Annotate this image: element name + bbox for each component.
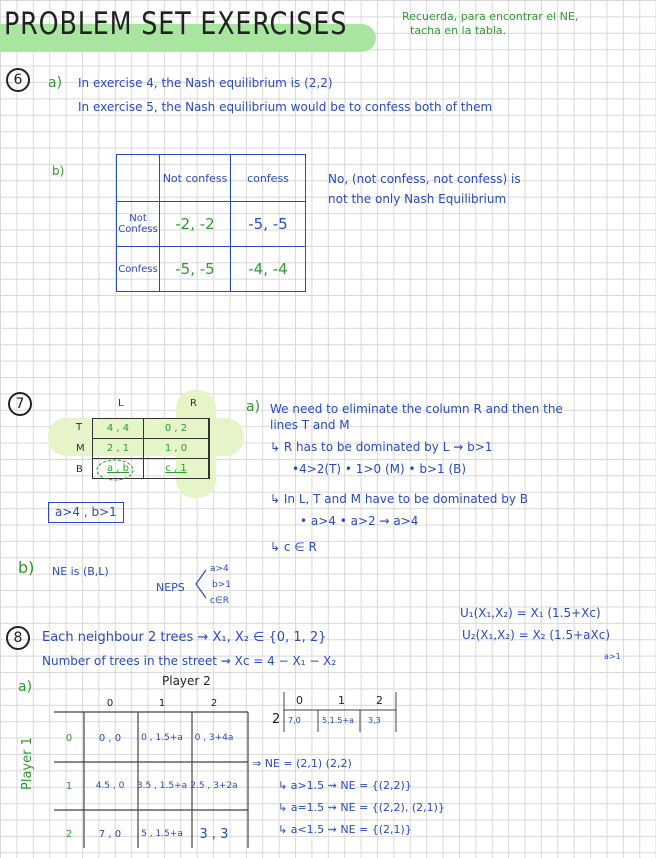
ex8-cell-1-1: 3.5 , 1.5+a bbox=[136, 781, 188, 791]
small-col-1: 1 bbox=[338, 694, 345, 707]
ex7-a-line2: lines T and M bbox=[270, 418, 350, 432]
ex8-col-1: 1 bbox=[158, 697, 166, 709]
ex7-b-label: b) bbox=[18, 558, 35, 577]
ex8-cell-2-2: 3 , 3 bbox=[199, 826, 229, 842]
ex7-row-T: T bbox=[76, 422, 83, 433]
ex8-ne-line: ⇒ NE = (2,1) (2,2) bbox=[252, 757, 352, 770]
col-header-not-confess: Not confess bbox=[160, 155, 231, 202]
ex8-line2: Number of trees in the street ⇝ Xc = 4 − X₁ − X₂ bbox=[42, 654, 337, 668]
small-cell-0: 7,0 bbox=[288, 716, 301, 725]
small-col-2: 2 bbox=[376, 694, 383, 707]
ex7-a-line4: •4>2(T) • 1>0 (M) • b>1 (B) bbox=[292, 462, 467, 476]
page-title: PROBLEM SET EXERCISES bbox=[4, 6, 348, 42]
ex8-cell-0-0: 0 , 0 bbox=[98, 732, 122, 744]
neps-cond-2: b>1 bbox=[212, 580, 231, 590]
cell-nc-c: -5, -5 bbox=[231, 202, 306, 247]
small-col-0: 0 bbox=[296, 694, 303, 707]
row-header-confess: Confess bbox=[117, 247, 160, 292]
col-header-confess: confess bbox=[231, 155, 306, 202]
small-cell-2: 3,3 bbox=[368, 716, 381, 725]
ex8-case2: ↳ a=1.5 ⇝ NE = {(2,2), (2,1)} bbox=[278, 801, 445, 814]
small-cell-1: 5,1.5+a bbox=[322, 716, 354, 725]
matrix-corner bbox=[117, 155, 160, 202]
ex7-row-M: M bbox=[76, 443, 85, 454]
row-header-not-confess: Not Confess bbox=[117, 202, 160, 247]
ex7-cell-B-L: a , b bbox=[93, 459, 144, 479]
player1-label: Player 1 bbox=[20, 737, 35, 790]
ex6-a-line1: In exercise 4, the Nash equilibrium is (2,2) bbox=[78, 76, 333, 90]
ex8-row-1: 1 bbox=[65, 780, 73, 792]
ex8-payoff-matrix bbox=[54, 692, 240, 858]
ex7-cell-T-L: 4 , 4 bbox=[93, 419, 144, 439]
ex8-u1: U₁(X₁,X₂) = X₁ (1.5+Xc) bbox=[460, 606, 601, 620]
ex8-case3: ↳ a<1.5 ⇝ NE = {(2,1)} bbox=[278, 823, 412, 836]
ex8-col-2: 2 bbox=[210, 697, 218, 709]
ex8-cell-2-0: 7 , 0 bbox=[98, 828, 122, 840]
ex8-row-2: 2 bbox=[65, 828, 73, 840]
ex8-cell-0-1: 0 , 1.5+a bbox=[141, 733, 183, 743]
cell-c-nc: -5, -5 bbox=[160, 247, 231, 292]
ex8-case1: ↳ a>1.5 ⇝ NE = {(2,2)} bbox=[278, 779, 412, 792]
ex7-cell-M-R: 1 , 0 bbox=[144, 439, 209, 459]
cell-nc-nc: -2, -2 bbox=[160, 202, 231, 247]
ex7-boxed-condition: a>4 , b>1 bbox=[48, 502, 124, 523]
ex7-a-line3: ↳ R has to be dominated by L ⇝ b>1 bbox=[270, 440, 493, 454]
ex7-col-L: L bbox=[118, 398, 124, 409]
ex7-payoff-matrix bbox=[92, 418, 210, 479]
ex8-cell-1-0: 4.5 , 0 bbox=[95, 781, 125, 791]
ex8-u2: U₂(X₁,X₂) = X₂ (1.5+aXc) bbox=[462, 628, 611, 642]
ex6-payoff-matrix bbox=[116, 154, 306, 292]
ex8-cell-0-2: 0 , 3+4a bbox=[194, 733, 234, 743]
ex8-cell-1-2: 2.5 , 3+2a bbox=[190, 781, 238, 791]
ex8-line1: Each neighbour 2 trees ⇝ X₁, X₂ ∈ {0, 1, 2} bbox=[42, 630, 327, 645]
ex6-a-line2: In exercise 5, the Nash equilibrium would be to confess both of them bbox=[78, 100, 493, 114]
ex8-u2-note: a>1 bbox=[604, 652, 621, 661]
ex7-row-B: B bbox=[76, 464, 83, 475]
ex7-a-label: a) bbox=[246, 399, 261, 415]
neps-cond-1: a>4 bbox=[210, 564, 229, 574]
ex7-cell-B-R: c , 1 bbox=[144, 459, 209, 479]
ex8-a-label: a) bbox=[18, 679, 33, 695]
ex6-comment-line1: No, (not confess, not confess) is bbox=[328, 172, 521, 186]
ex7-a-line5: ↳ In L, T and M have to be dominated by B bbox=[270, 492, 529, 506]
player2-label: Player 2 bbox=[162, 674, 211, 688]
ex7-col-R: R bbox=[190, 398, 197, 409]
cell-c-c: -4, -4 bbox=[231, 247, 306, 292]
neps-brace bbox=[196, 570, 206, 598]
ex8-cell-2-1: 5 , 1.5+a bbox=[141, 829, 183, 839]
neps-label: NEPS bbox=[156, 581, 185, 594]
exercise-6-number: 6 bbox=[6, 68, 30, 92]
exercise-7-number: 7 bbox=[8, 392, 32, 416]
ex7-cell-M-L: 2 , 1 bbox=[93, 439, 144, 459]
header-note-line1: Recuerda, para encontrar el NE, bbox=[402, 10, 579, 23]
small-row-label: 2 bbox=[272, 712, 281, 727]
ex8-row-0: 0 bbox=[65, 732, 73, 744]
ex6-comment-line2: not the only Nash Equilibrium bbox=[328, 192, 507, 206]
exercise-8-number: 8 bbox=[6, 626, 30, 650]
ex6-b-label: b) bbox=[52, 164, 65, 178]
ex7-cell-T-R: 0 , 2 bbox=[144, 419, 209, 439]
neps-cond-3: c∈R bbox=[210, 596, 230, 606]
header-note-line2: tacha en la tabla. bbox=[410, 24, 507, 37]
ex7-a-line7: ↳ c ∈ R bbox=[270, 540, 317, 554]
ex6-a-label: a) bbox=[48, 75, 63, 91]
ex7-a-line1: We need to eliminate the column R and then the bbox=[270, 402, 563, 416]
ex7-b-text: NE is (B,L) bbox=[52, 565, 109, 578]
ex7-a-line6: • a>4 • a>2 ⇝ a>4 bbox=[300, 514, 419, 528]
ex8-col-0: 0 bbox=[106, 697, 114, 709]
